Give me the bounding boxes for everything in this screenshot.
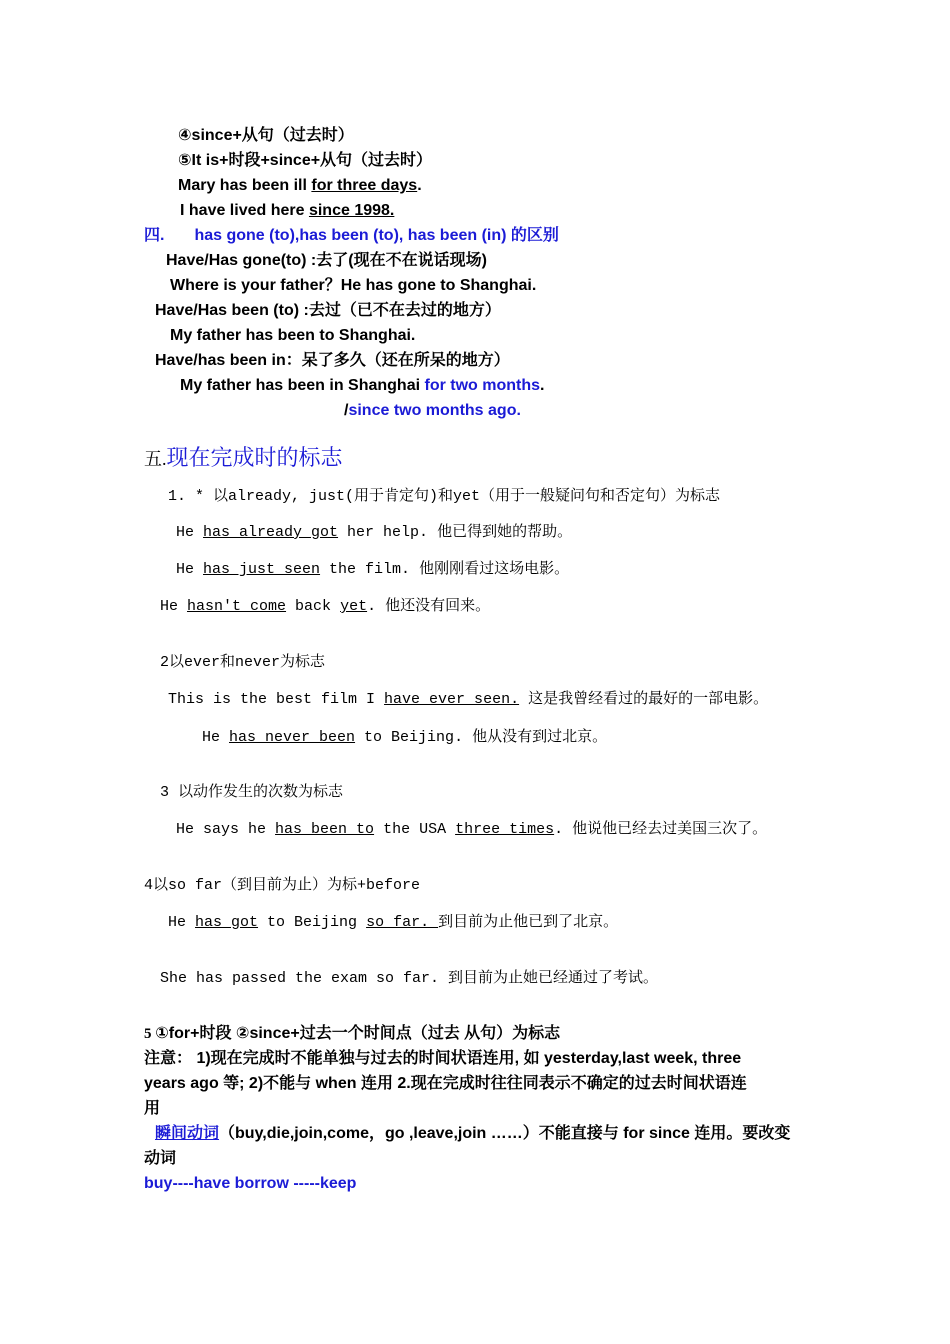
point-4-example-1: He has got to Beijing so far. 到目前为止他已到了北京。 <box>168 914 619 931</box>
point-3-example-1: He says he has been to the USA three times. 他说他已经去过美国三次了。 <box>176 821 768 838</box>
note-line-2: years ago 等; 2)不能与 when 连用 2.现在完成时往往同表示不确定的过去时间状语连 <box>144 1075 747 1092</box>
point-1-example-3: He hasn't come back yet. 他还没有回来。 <box>160 598 491 615</box>
gone-definition: Have/Has gone(to) :去了(现在不在说话现场) <box>166 252 487 269</box>
point-5-heading: 5 ①for+时段 ②since+过去一个时间点（过去 从句）为标志 <box>144 1025 561 1042</box>
point-2-example-1: This is the best film I have ever seen. 这是我曾经看过的最好的一部电影。 <box>168 691 769 708</box>
been-to-example: My father has been to Shanghai. <box>170 327 416 344</box>
been-to-definition: Have/Has been (to) :去过（已不在去过的地方） <box>155 302 501 319</box>
verb-pairs: buy----have borrow -----keep <box>144 1175 357 1192</box>
gone-example: Where is your father？He has gone to Shanghai. <box>170 277 537 294</box>
section-5-heading: 五.现在完成时的标志 <box>144 446 343 471</box>
instant-verbs-line: 瞬间动词（buy,die,join,come，go ,leave,join ……）不能直接与 for since 连用。要改变 <box>155 1125 791 1142</box>
point-4-example-2: She has passed the exam so far. 到目前为止她已经通过了考试。 <box>160 970 659 987</box>
point-1-example-1: He has already got her help. 他已得到她的帮助。 <box>176 524 573 541</box>
rule-since-clause: ④since+从句（过去时） <box>178 127 354 144</box>
been-in-example: My father has been in Shanghai for two months. <box>180 377 545 394</box>
instant-verbs-link[interactable]: 瞬间动词 <box>155 1125 220 1142</box>
instant-verbs-line-2: 动词 <box>144 1150 177 1167</box>
point-1-example-2: He has just seen the film. 他刚刚看过这场电影。 <box>176 561 570 578</box>
example-mary: Mary has been ill for three days. <box>178 177 422 194</box>
been-in-definition: Have/has been in：呆了多久（还在所呆的地方） <box>155 352 510 369</box>
point-4-heading: 4以so far（到目前为止）为标+before <box>144 877 421 894</box>
point-3-heading: 3 以动作发生的次数为标志 <box>160 784 344 801</box>
example-lived-here: I have lived here since 1998. <box>180 202 395 219</box>
note-line-1: 注意： 1)现在完成时不能单独与过去的时间状语连用, 如 yesterday,last week, three <box>144 1050 742 1067</box>
note-line-3: 用 <box>144 1100 161 1117</box>
point-2-heading: 2以ever和never为标志 <box>160 654 326 671</box>
point-2-example-2: He has never been to Beijing. 他从没有到过北京。 <box>202 729 608 746</box>
section-4-heading: 四. has gone (to),has been (to), has been (in) 的区别 <box>144 227 559 244</box>
rule-it-is-since: ⑤It is+时段+since+从句（过去时） <box>178 152 433 169</box>
point-1-heading: 1. * 以already, just(用于肯定句)和yet（用于一般疑问句和否定句）为标志 <box>168 488 721 505</box>
been-in-alternative: /since two months ago. <box>344 402 521 419</box>
